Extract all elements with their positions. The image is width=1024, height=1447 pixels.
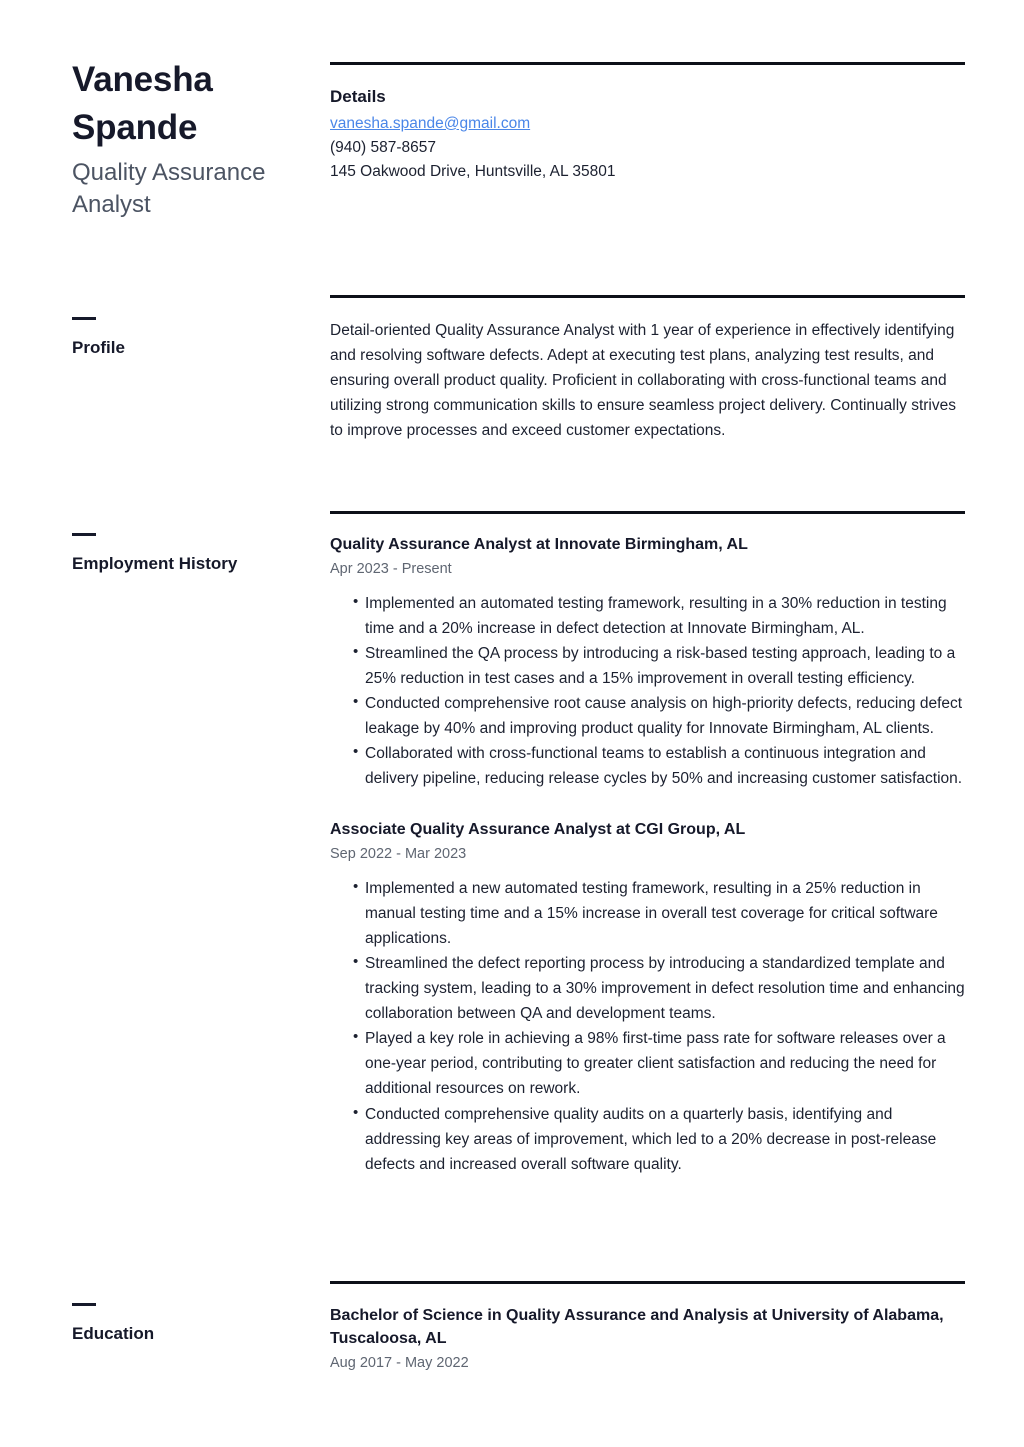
employment-section: [0, 511, 1024, 1176]
education-section-label: Education: [72, 1323, 155, 1343]
section-dash-icon: [72, 317, 96, 320]
candidate-name: Vanesha Spande: [72, 60, 213, 148]
employment-bullets: [330, 591, 965, 792]
employment-title: Quality Assurance Analyst at Innovate Birmingham, AL: [330, 536, 748, 554]
profile-main: [330, 295, 1024, 444]
phone-text: (940) 587-8657: [330, 138, 436, 156]
education-main: [330, 1281, 1024, 1375]
employment-dates: Sep 2022 - Mar 2023: [330, 845, 467, 862]
employment-main: [330, 511, 1024, 1176]
education-list: [330, 1284, 965, 1375]
education-section: [0, 1281, 1024, 1375]
profile-section-label: Profile: [72, 337, 125, 357]
education-aside: [0, 1281, 330, 1345]
profile-body: [330, 298, 965, 444]
list-item: • Played a key role in achieving a 98% first-time pass rate for software releases over a one-year period, contributing to greater client satisfaction and reducing the need for additional resources on rework.: [353, 1026, 965, 1101]
resume-header: [0, 0, 1024, 221]
list-item: • Streamlined the defect reporting process by introducing a standardized template and tracking system, leading to a 30% improvement in defect resolution time and enhancing collaboration between QA and development teams.: [353, 951, 965, 1026]
candidate-job-title: Quality Assurance Analyst: [72, 158, 266, 218]
list-item: • Conducted comprehensive root cause analysis on high-priority defects, reducing defect leakage by 40% and improving product quality for Innovate Birmingham, AL clients.: [353, 691, 965, 741]
employment-section-label: Employment History: [72, 554, 238, 574]
employment-list: [330, 514, 965, 1176]
list-item: • Collaborated with cross-functional teams to establish a continuous integration and delivery pipeline, reducing release cycles by 50% and increasing customer satisfaction.: [353, 741, 965, 791]
education-dates: Aug 2017 - May 2022: [330, 1355, 469, 1372]
address-text: 145 Oakwood Drive, Huntsville, AL 35801: [330, 162, 616, 180]
employment-aside: [0, 511, 330, 575]
details-email-row: [330, 112, 965, 136]
list-item: • Conducted comprehensive quality audits on a quarterly basis, identifying and addressing key areas of improvement, which led to a 20% decrease in post-release defects and increased overall software quality.: [353, 1102, 965, 1177]
education-title: Bachelor of Science in Quality Assurance and Analysis at University of Alabama, Tuscaloosa, AL: [330, 1306, 944, 1348]
profile-aside: [0, 295, 330, 359]
employment-entry: [330, 534, 965, 791]
section-dash-icon: [72, 1303, 96, 1306]
education-entry: [330, 1304, 965, 1375]
employment-bullets: [330, 876, 965, 1177]
profile-section: [0, 295, 1024, 444]
employment-entry: [330, 819, 965, 1176]
employment-title: Associate Quality Assurance Analyst at CGI Group, AL: [330, 821, 746, 839]
details-block: [330, 65, 965, 184]
profile-paragraph: Detail-oriented Quality Assurance Analyst with 1 year of experience in effectively identifying and resolving software defects. Adept at executing test plans, analyzing test results, and ensuring overall product quality. Proficient in collaborating with cross-functional teams and utilizing strong communication skills to ensure seamless project delivery. Continually strives to improve processes and exceed customer expectations.: [330, 321, 956, 440]
list-item: • Implemented a new automated testing framework, resulting in a 25% reduction in manual testing time and a 15% increase in overall test coverage for critical software applications.: [353, 876, 965, 951]
header-identity: [0, 0, 330, 221]
section-dash-icon: [72, 533, 96, 536]
details-column: [330, 0, 1024, 184]
list-item: • Streamlined the QA process by introducing a risk-based testing approach, leading to a 25% reduction in test cases and a 15% improvement in overall testing efficiency.: [353, 641, 965, 691]
email-link[interactable]: vanesha.spande@gmail.com: [330, 114, 531, 132]
list-item: • Implemented an automated testing framework, resulting in a 30% reduction in testing time and a 20% increase in defect detection at Innovate Birmingham, AL.: [353, 591, 965, 641]
employment-dates: Apr 2023 - Present: [330, 560, 452, 577]
details-heading: Details: [330, 87, 386, 106]
